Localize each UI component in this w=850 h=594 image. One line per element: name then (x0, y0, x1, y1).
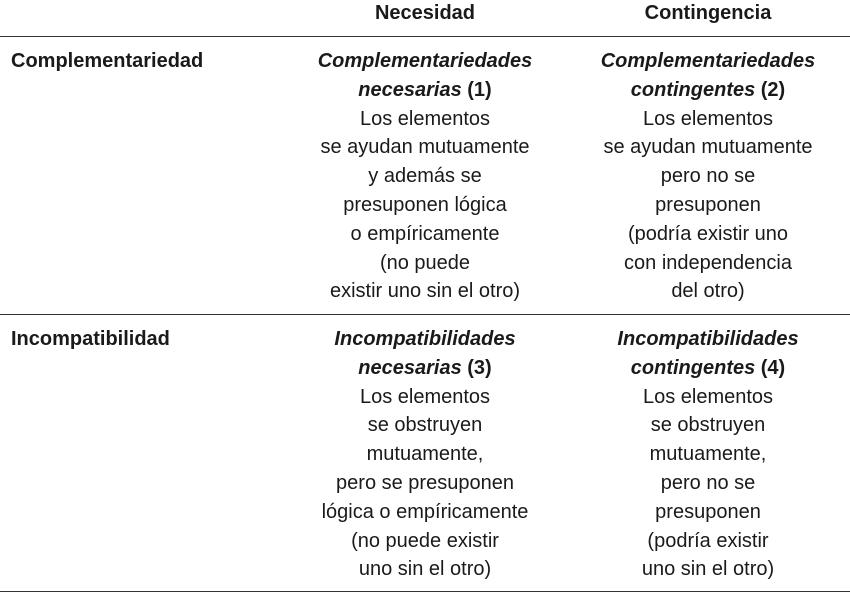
column-header-contingencia: Contingencia (644, 2, 772, 24)
cell-text-line: existir uno sin el otro) (329, 280, 521, 303)
row-label-complementariedad: Complementariedad (11, 50, 204, 72)
cell-text-line: uno sin el otro) (358, 558, 492, 581)
cell-text-line: (podría existir uno (627, 222, 789, 245)
cell-text-line: del otro) (671, 280, 745, 303)
cell-text-line: mutuamente, (366, 443, 484, 466)
cell-text-line: (podría existir (647, 529, 769, 552)
cell-complementariedades-necesarias (287, 47, 563, 306)
column-header-necesidad: Necesidad (374, 2, 476, 24)
cell-text-line: mutuamente, (649, 443, 767, 466)
cell-title-word: contingentes (630, 356, 756, 379)
row-label-incompatibilidad: Incompatibilidad (11, 328, 170, 350)
cell-title-word: necesarias (358, 78, 462, 101)
cell-number: (3) (461, 356, 492, 379)
cell-text-line: o empíricamente (350, 222, 500, 245)
cell-title-line1: Complementariedades (600, 50, 816, 72)
cell-title-line1: Incompatibilidades (617, 328, 799, 350)
cell-title-line2 (570, 354, 846, 383)
table-rule-middle (0, 314, 850, 315)
cell-complementariedades-contingentes (570, 47, 846, 306)
cell-number: (4) (755, 356, 786, 379)
cell-number: (1) (461, 78, 492, 101)
table-rule-top (0, 36, 850, 37)
cell-text-line: pero no se (660, 165, 756, 188)
cell-text-line: presuponen lógica (343, 193, 507, 216)
cell-text-line: (no puede (379, 251, 471, 274)
cell-text-line: y además se (368, 165, 482, 188)
cell-text-line: lógica o empíricamente (321, 500, 529, 523)
cell-text-line: presuponen (655, 500, 761, 523)
cell-text-line: con independencia (624, 251, 792, 274)
cell-text-line: Los elementos (642, 385, 774, 408)
cell-number: (2) (755, 78, 786, 101)
table-rule-bottom (0, 591, 850, 592)
table-header (0, 0, 850, 34)
cell-title-word: contingentes (630, 78, 756, 101)
cell-text-line: se ayudan mutuamente (603, 136, 813, 159)
cell-text-line: se obstruyen (367, 414, 483, 437)
cell-text-line: se ayudan mutuamente (320, 136, 530, 159)
cell-title-line2 (287, 354, 563, 383)
cell-text-line: Los elementos (642, 107, 774, 130)
cell-text-line: se obstruyen (650, 414, 766, 437)
cell-title-line2 (570, 76, 846, 105)
cell-text-line: Los elementos (359, 385, 491, 408)
cell-text-line: Los elementos (359, 107, 491, 130)
cell-title-line1: Incompatibilidades (334, 328, 516, 350)
cell-text-line: pero no se (660, 471, 756, 494)
cell-title-line2 (287, 76, 563, 105)
cell-text-line: pero se presuponen (336, 471, 514, 494)
cell-text-line: (no puede existir (351, 529, 499, 552)
cell-incompatibilidades-contingentes (570, 325, 846, 584)
cell-title-line1: Complementariedades (317, 50, 533, 72)
cell-title-word: necesarias (358, 356, 462, 379)
cell-incompatibilidades-necesarias (287, 325, 563, 584)
cell-text-line: uno sin el otro) (641, 558, 775, 581)
cell-text-line: presuponen (655, 193, 761, 216)
